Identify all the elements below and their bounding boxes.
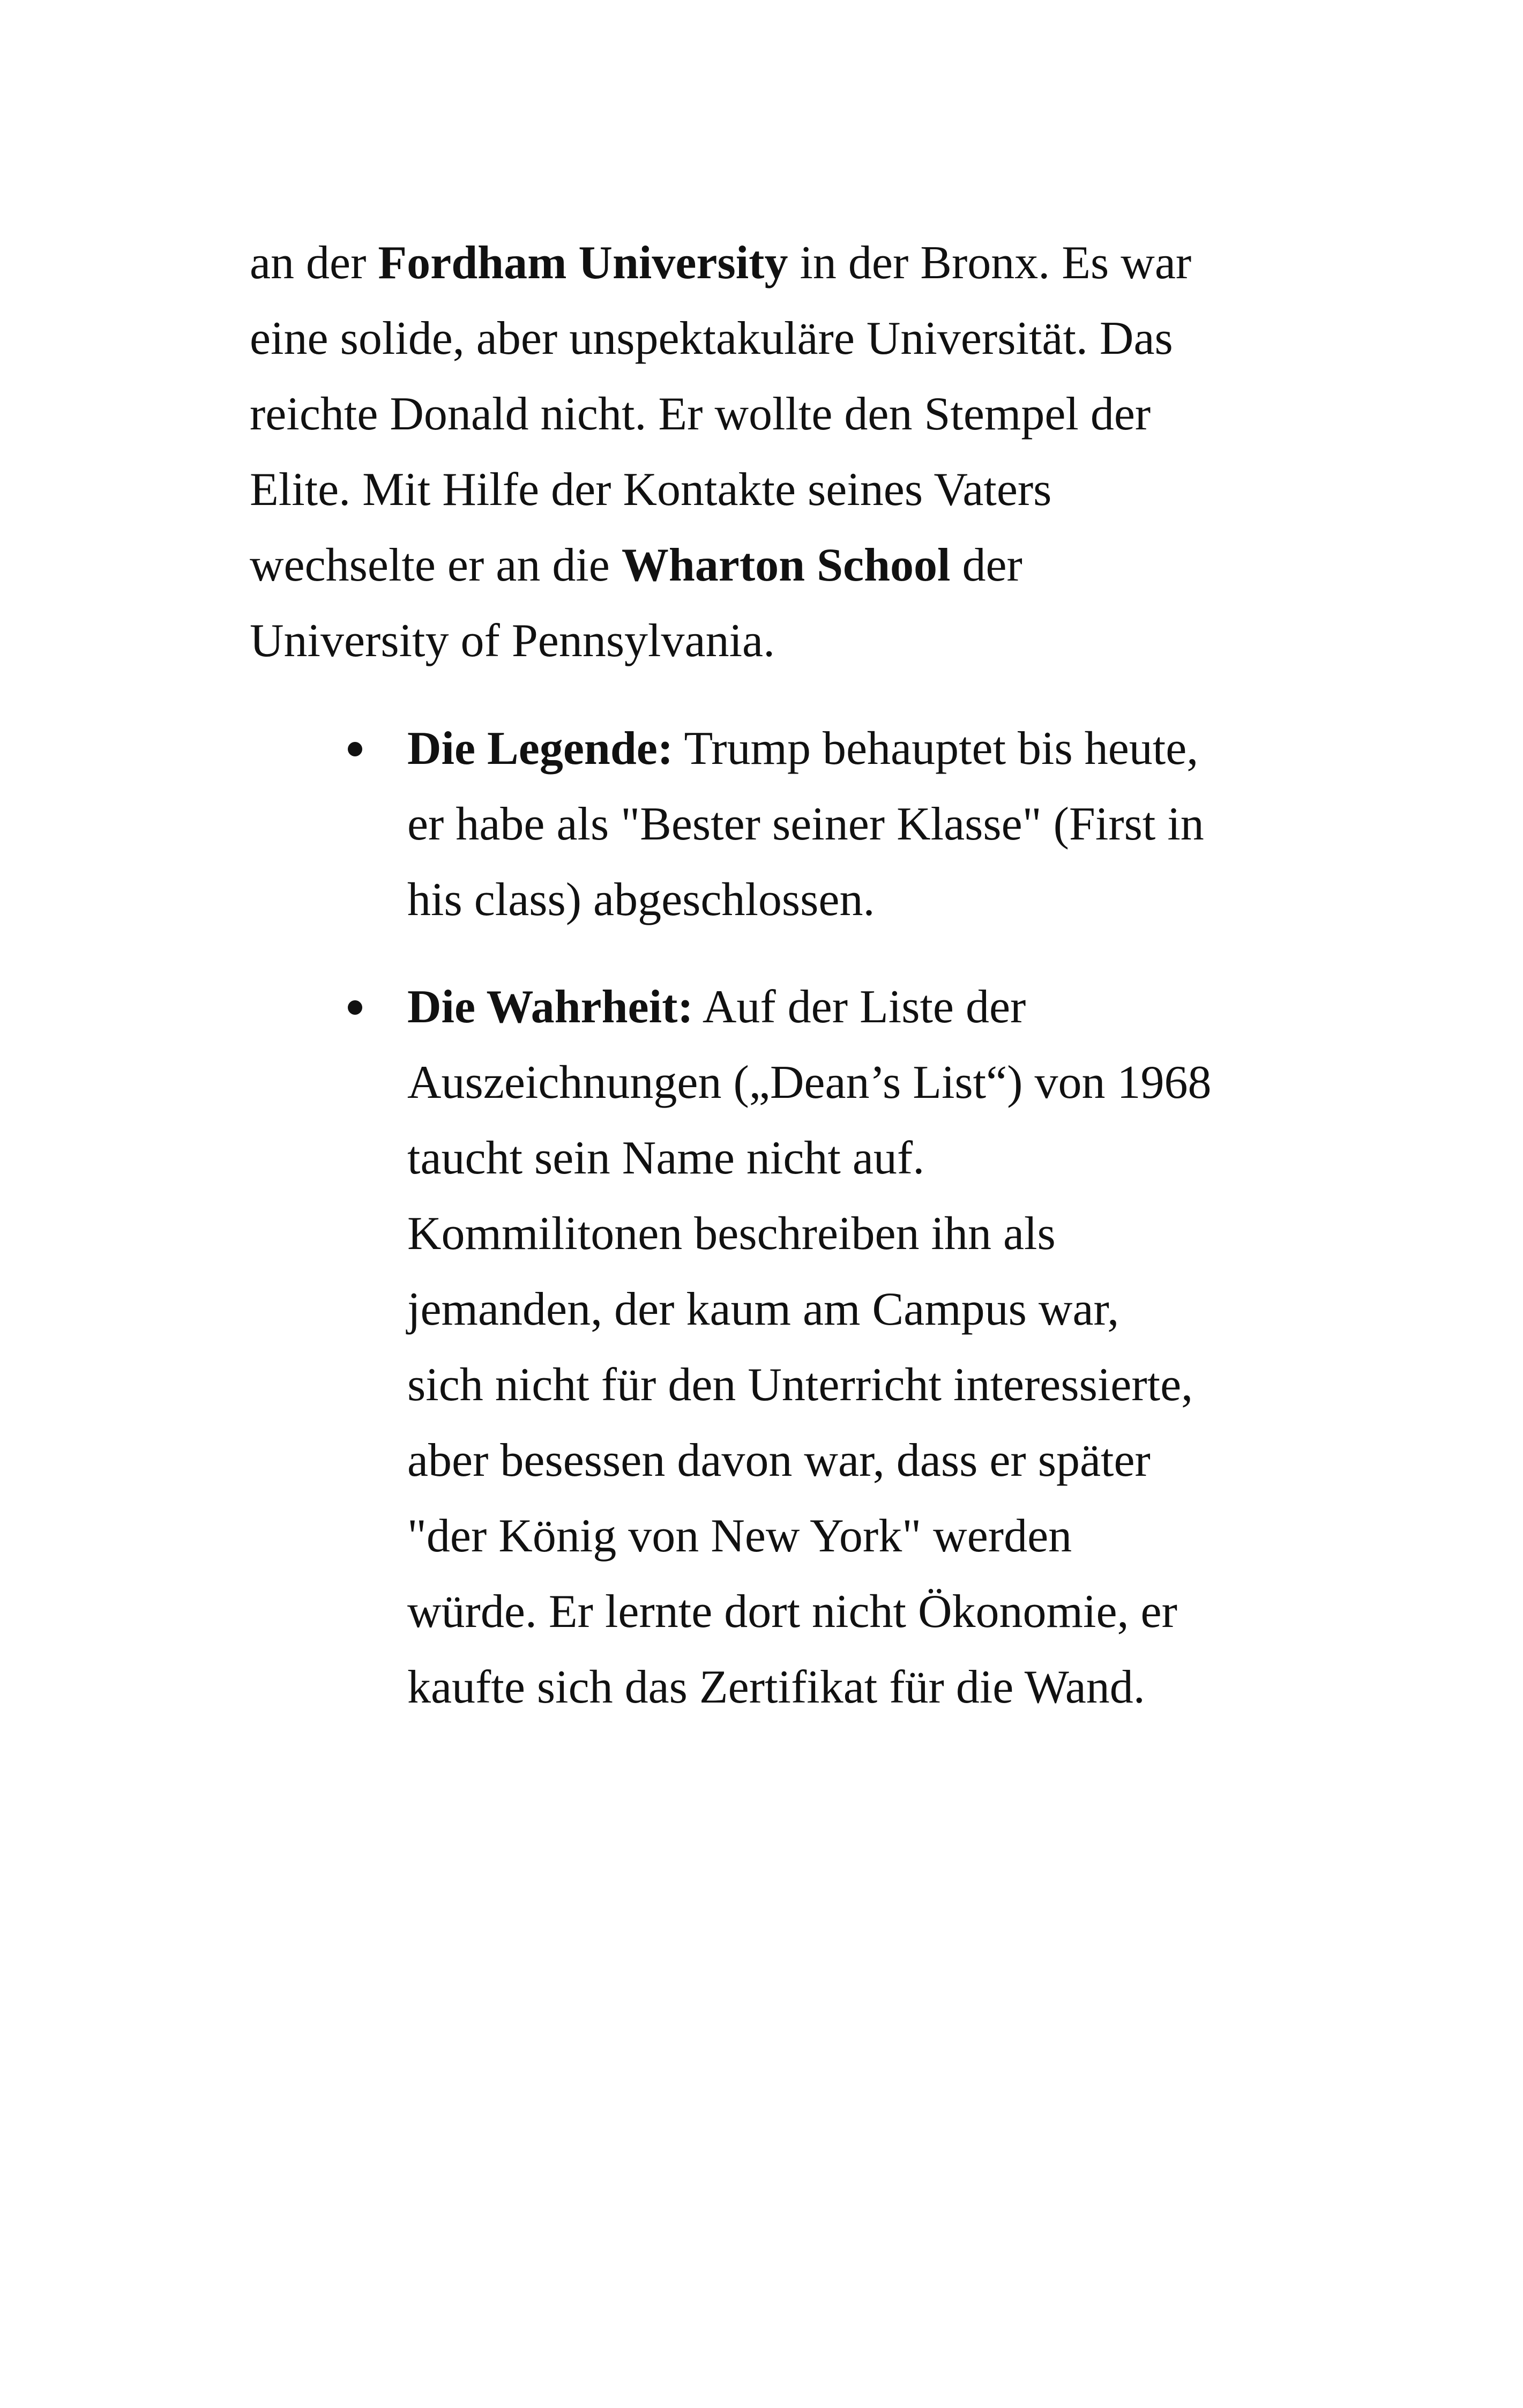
bullet-line xyxy=(407,711,1322,786)
paragraph-line xyxy=(250,527,1322,603)
line-text: an der xyxy=(250,237,378,289)
bullet-line xyxy=(407,1120,1322,1196)
paragraph-line xyxy=(250,376,1322,452)
paragraph-line xyxy=(250,301,1322,376)
bullet-line xyxy=(407,862,1322,938)
paragraph-line xyxy=(250,452,1322,527)
bullet-item-legende xyxy=(250,711,1322,938)
paragraph-line xyxy=(250,603,1322,679)
bullet-heading: Die Wahrheit: xyxy=(407,981,693,1033)
bold-term-fordham: Fordham University xyxy=(378,237,788,289)
bullet-heading: Die Legende: xyxy=(407,723,674,775)
bullet-text: jemanden, der kaum am Campus war, xyxy=(407,1283,1119,1335)
bullet-text: Trump behauptet bis heute, xyxy=(673,723,1199,775)
bullet-line xyxy=(407,1196,1322,1272)
line-text: reichte Donald nicht. Er wollte den Stempel der xyxy=(250,388,1151,440)
line-text: eine solide, aber unspektakuläre Universität. Das xyxy=(250,313,1173,365)
bullet-list xyxy=(250,711,1322,1725)
bullet-text: kaufte sich das Zertifikat für die Wand. xyxy=(407,1661,1145,1713)
bullet-line xyxy=(407,1272,1322,1347)
bullet-text: würde. Er lernte dort nicht Ökonomie, er xyxy=(407,1586,1177,1638)
bullet-text: his class) abgeschlossen. xyxy=(407,874,875,926)
line-text: Elite. Mit Hilfe der Kontakte seines Vaters xyxy=(250,464,1052,516)
bullet-text: aber besessen davon war, dass er später xyxy=(407,1435,1151,1487)
bullet-line xyxy=(407,1045,1322,1120)
bullet-text: taucht sein Name nicht auf. xyxy=(407,1132,925,1184)
bullet-line xyxy=(407,786,1322,862)
bullet-text: Kommilitonen beschreiben ihn als xyxy=(407,1208,1056,1260)
bullet-text: "der König von New York" werden xyxy=(407,1510,1072,1562)
bold-term-wharton: Wharton School xyxy=(621,539,951,591)
bullet-line xyxy=(407,1649,1322,1725)
bullet-text: er habe als "Bester seiner Klasse" (First in xyxy=(407,798,1204,850)
bullet-line xyxy=(407,1347,1322,1423)
line-text: der xyxy=(950,539,1022,591)
bullet-line xyxy=(407,1423,1322,1498)
bullet-icon xyxy=(348,742,362,756)
bullet-line xyxy=(407,1498,1322,1574)
line-text: University of Pennsylvania. xyxy=(250,615,775,667)
page-body xyxy=(250,225,1322,1757)
line-text: wechselte er an die xyxy=(250,539,622,591)
bullet-text: Auf der Liste der xyxy=(693,981,1026,1033)
bullet-line xyxy=(407,1574,1322,1649)
paragraph-line xyxy=(250,225,1322,301)
bullet-line xyxy=(407,969,1322,1045)
bullet-icon xyxy=(348,1000,362,1015)
bullet-item-wahrheit xyxy=(250,969,1322,1725)
body-paragraph xyxy=(250,225,1322,679)
line-text: in der Bronx. Es war xyxy=(788,237,1192,289)
bullet-text: Auszeichnungen („Dean’s List“) von 1968 xyxy=(407,1057,1212,1109)
bullet-text: sich nicht für den Unterricht interessierte, xyxy=(407,1359,1193,1411)
